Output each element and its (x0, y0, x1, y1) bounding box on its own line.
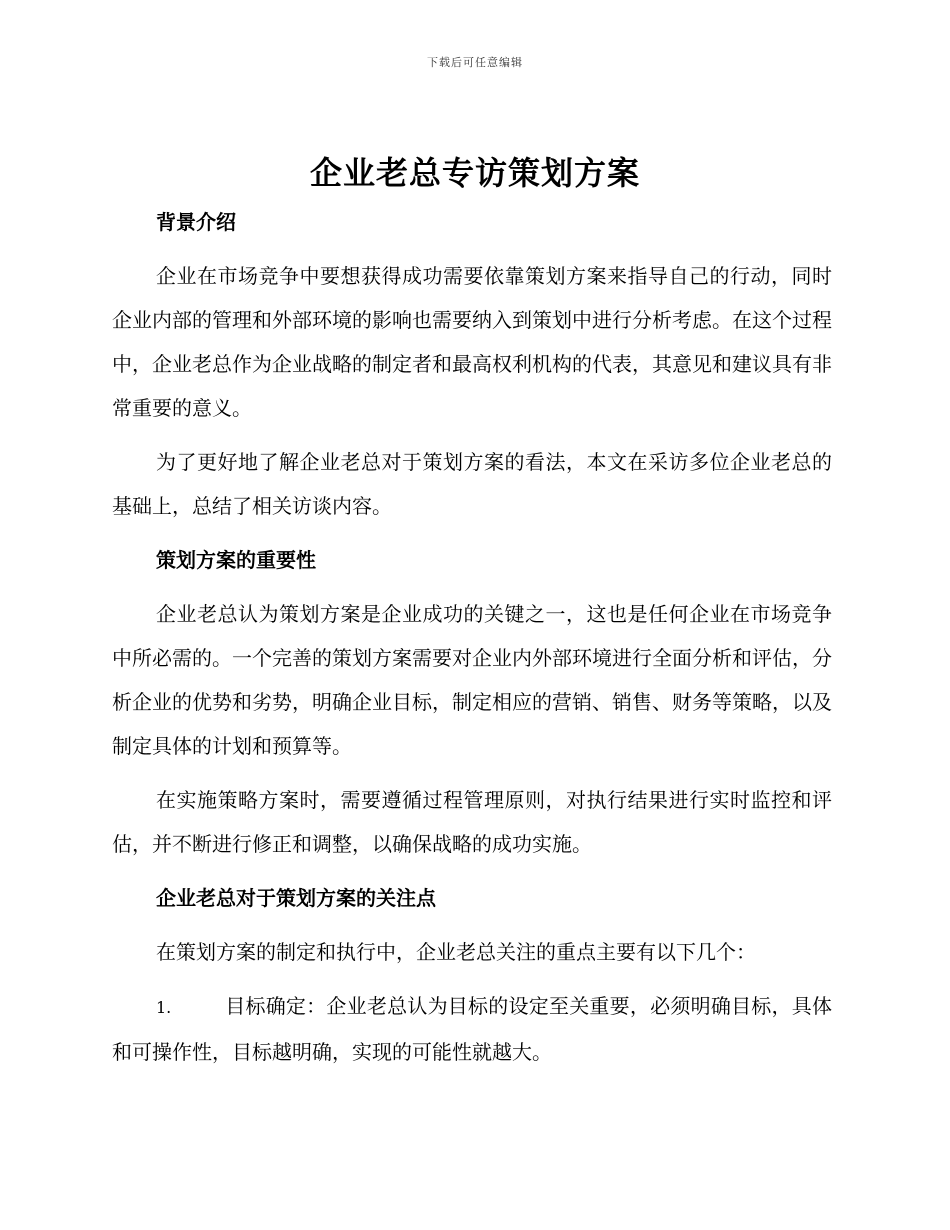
section-heading: 策划方案的重要性 (156, 548, 316, 572)
paragraph: 在实施策略方案时，需要遵循过程管理原则，对执行结果进行实时监控和评估，并不断进行修正和调整，以确保战略的成功实施。 (112, 788, 832, 856)
document-title: 企业老总专访策划方案 (309, 154, 640, 192)
paragraph: 为了更好地了解企业老总对于策划方案的看法，本文在采访多位企业老总的基础上，总结了相关访谈内容。 (112, 450, 832, 518)
section-focus-points (112, 876, 832, 1074)
page-header-note: 下载后可任意编辑 (427, 56, 523, 69)
list-item-text: 目标确定：企业老总认为目标的设定至关重要，必须明确目标，具体和可操作性，目标越明确，实现的可能性就越大。 (112, 994, 832, 1064)
list-item (112, 984, 832, 1074)
section-importance (112, 538, 832, 866)
paragraph: 企业在市场竞争中要想获得成功需要依靠策划方案来指导自己的行动，同时企业内部的管理和外部环境的影响也需要纳入到策划中进行分析考虑。在这个过程中，企业老总作为企业战略的制定者和最高权利机构的代表，其意见和建议具有非常重要的意义。 (112, 264, 832, 420)
section-background (112, 200, 832, 528)
section-heading: 背景介绍 (156, 210, 236, 234)
paragraph: 企业老总认为策划方案是企业成功的关键之一，这也是任何企业在市场竞争中所必需的。一个完善的策划方案需要对企业内外部环境进行全面分析和评估，分析企业的优势和劣势，明确企业目标，制定相应的营销、销售、财务等策略，以及制定具体的计划和预算等。 (112, 602, 832, 758)
document-body (112, 200, 832, 1074)
section-heading: 企业老总对于策划方案的关注点 (156, 886, 436, 910)
list-item-number: 1. (156, 998, 172, 1017)
paragraph: 在策划方案的制定和执行中，企业老总关注的重点主要有以下几个： (156, 940, 756, 964)
